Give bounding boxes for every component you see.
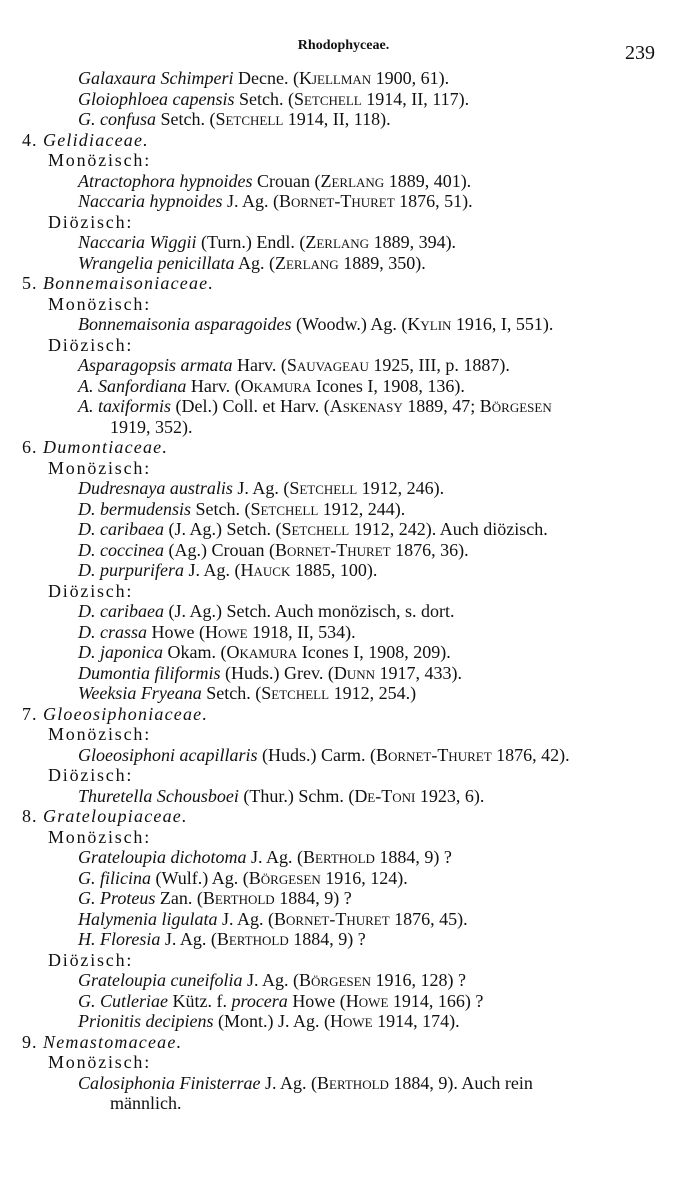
species-entry <box>0 171 687 192</box>
species-name: H. Floresia <box>78 929 161 949</box>
sex-group-label <box>0 950 687 971</box>
reference-author: Askenasy <box>329 396 403 416</box>
group-label: Monözisch: <box>48 1052 151 1072</box>
group-label: Monözisch: <box>48 826 151 847</box>
authority: (Huds.) Carm. ( <box>257 744 376 765</box>
reference-author: Hauck <box>240 560 291 580</box>
sex-group-label <box>0 724 687 745</box>
species-name: Bonnemaisonia asparagoides <box>78 314 292 334</box>
group-label: Diözisch: <box>48 949 134 970</box>
species-entry <box>0 663 687 684</box>
sex-group-label <box>0 458 687 479</box>
group-label: Monözisch: <box>48 293 151 314</box>
reference-detail: 1912, 242). Auch diözisch. <box>349 519 548 539</box>
species-name: Halymenia ligulata <box>78 908 218 929</box>
reference-detail: 1876, 51). <box>394 191 473 211</box>
reference-detail: 1925, III, p. 1887). <box>368 355 510 375</box>
reference-detail: 1914, 174). <box>372 1011 460 1031</box>
family-number: 4. <box>22 129 38 150</box>
species-entry <box>0 1011 687 1032</box>
species-entry <box>0 89 687 110</box>
authority: Setch. ( <box>156 109 216 129</box>
family-number: 9. <box>22 1031 38 1052</box>
authority: (Ag.) Crouan ( <box>163 539 275 560</box>
reference-detail: 1916, 128) ? <box>370 970 466 990</box>
reference-detail: 1912, 254.) <box>329 683 417 703</box>
species-name: A. Sanfordiana <box>78 375 187 396</box>
species-entry <box>0 868 687 889</box>
species-entry <box>0 642 687 663</box>
reference-detail: 1884, 9) ? <box>374 847 452 867</box>
reference-detail: 1884, 9) ? <box>288 929 366 949</box>
reference-detail: 1916, 124). <box>320 867 408 888</box>
family-number: 8. <box>22 806 38 826</box>
reference-author: Berthold <box>317 1072 389 1093</box>
species-name: G. Proteus <box>78 888 156 908</box>
authority: Ag. ( <box>234 252 275 273</box>
family-number: 7. <box>22 703 38 724</box>
authority: J. Ag. ( <box>246 847 304 867</box>
species-name: D. japonica <box>78 642 163 662</box>
species-entry <box>0 519 687 540</box>
family-heading <box>0 704 687 725</box>
sex-group-label <box>0 335 687 356</box>
reference-author: Bornet-Thuret <box>375 744 492 765</box>
reference-detail: Icones I, 1908, 136). <box>311 375 465 396</box>
page-number: 239 <box>625 42 655 64</box>
species-name: Naccaria hypnoides <box>78 191 223 211</box>
reference-author: Dunn <box>333 662 375 683</box>
reference-author: Okamura <box>226 642 298 662</box>
family-name: Dumontiaceae. <box>43 437 169 457</box>
species-name: D. coccinea <box>78 539 164 560</box>
authority: (Turn.) Endl. ( <box>196 232 306 252</box>
reference-detail: 1916, I, 551). <box>451 314 554 334</box>
reference-detail: 1885, 100). <box>290 560 378 580</box>
authority: J. Ag. ( <box>232 478 290 498</box>
species-name: Dudresnaya australis <box>78 478 233 498</box>
taxon-list <box>0 68 687 1114</box>
species-entry <box>0 478 687 499</box>
authority: J. Ag. ( <box>260 1072 318 1093</box>
species-name: G. filicina <box>78 867 151 888</box>
species-entry <box>0 991 687 1012</box>
reference-author: Setchell <box>215 109 284 129</box>
reference-author: Kylin <box>407 314 452 334</box>
family-heading <box>0 437 687 458</box>
reference-author: Kjellman <box>298 68 372 88</box>
authority: Okam. ( <box>163 642 227 662</box>
species-entry <box>0 683 687 704</box>
species-name: Atractophora hypnoides <box>78 170 253 191</box>
sex-group-label <box>0 581 687 602</box>
group-label: Monözisch: <box>48 150 151 170</box>
reference-detail: 1912, 246). <box>357 478 445 498</box>
species-entry <box>0 745 687 766</box>
sex-group-label <box>0 827 687 848</box>
species-name: G. confusa <box>78 109 156 129</box>
species-name: Dumontia filiformis <box>78 662 221 683</box>
family-number: 6. <box>22 437 38 457</box>
authority: (J. Ag.) Setch. ( <box>163 519 282 539</box>
running-head: Rhodophyceae. <box>297 38 390 53</box>
authority: Harv. ( <box>186 375 241 396</box>
species-name: Asparagopsis armata <box>78 355 233 375</box>
reference-detail: 1917, 433). <box>375 662 462 683</box>
authority: (Woodw.) Ag. ( <box>291 314 408 334</box>
reference-detail: 1884, 9) ? <box>274 888 352 908</box>
authority: (Wulf.) Ag. ( <box>151 867 249 888</box>
species-name: Naccaria Wiggii <box>78 232 197 252</box>
species-entry <box>0 232 687 253</box>
species-entry <box>0 560 687 581</box>
species-name: D. caribaea <box>78 601 164 621</box>
family-name: Gloeosiphoniaceae. <box>43 703 209 724</box>
family-name: Bonnemaisoniaceae. <box>43 273 215 293</box>
reference-author: Zerlang <box>305 232 370 252</box>
species-name: Galaxaura Schimperi <box>78 68 234 88</box>
reference-author: Setchell <box>261 683 330 703</box>
species-entry <box>0 191 687 212</box>
species-name: Gloeosiphoni acapillaris <box>78 744 258 765</box>
species-entry <box>0 376 687 397</box>
reference-author: Börgesen <box>248 867 321 888</box>
reference-author: Börgesen <box>299 970 371 990</box>
authority: J. Ag. ( <box>160 929 217 949</box>
entry-continuation <box>0 417 687 438</box>
reference-detail: 1914, II, 118). <box>283 109 391 129</box>
family-heading <box>0 130 687 151</box>
group-label: Monözisch: <box>48 457 151 478</box>
reference-detail: 1876, 42). <box>491 744 570 765</box>
species-name: Grateloupia dichotoma <box>78 847 247 867</box>
family-heading <box>0 273 687 294</box>
entry-continuation <box>0 1093 687 1114</box>
authority: Crouan ( <box>252 170 321 191</box>
reference-detail: 1914, 166) ? <box>388 990 484 1011</box>
group-label: Monözisch: <box>48 724 151 744</box>
sex-group-label <box>0 765 687 786</box>
reference-detail: 1900, 61). <box>371 68 450 88</box>
family-heading <box>0 1032 687 1053</box>
authority: Howe ( <box>147 621 205 642</box>
species-name: A. taxiformis <box>78 396 171 416</box>
authority: (J. Ag.) Setch. Auch monözisch, s. dort. <box>163 601 455 621</box>
reference-detail: 1876, 45). <box>389 908 468 929</box>
reference-author: Zerlang <box>274 252 339 273</box>
continuation-text: 1919, 352). <box>110 416 193 437</box>
authority: Harv. ( <box>232 355 287 375</box>
sex-group-label <box>0 1052 687 1073</box>
species-name: D. crassa <box>78 621 148 642</box>
authority: J. Ag. ( <box>222 191 279 211</box>
authority: Setch. ( <box>234 88 294 109</box>
reference-detail: 1923, 6). <box>415 785 485 806</box>
species-name: G. Cutleriae <box>78 990 168 1011</box>
species-entry <box>0 540 687 561</box>
reference-author: De-Toni <box>354 785 416 806</box>
species-name: Gloiophloea capensis <box>78 88 235 109</box>
reference-detail: 1912, 244). <box>318 498 406 519</box>
reference-author: Howe <box>329 1011 373 1031</box>
species-name: D. caribaea <box>78 519 164 539</box>
species-entry <box>0 1073 687 1094</box>
group-label: Diözisch: <box>48 334 134 355</box>
reference-detail: 1876, 36). <box>390 539 469 560</box>
authority: J. Ag. ( <box>242 970 299 990</box>
family-number: 5. <box>22 273 38 293</box>
reference-detail: 1889, 394). <box>369 232 457 252</box>
authority: Decne. ( <box>233 68 299 88</box>
reference-author: Berthold <box>216 929 289 949</box>
sex-group-label <box>0 150 687 171</box>
authority: Setch. ( <box>191 498 251 519</box>
reference-author: Okamura <box>240 375 312 396</box>
authority: (Thur.) Schm. ( <box>238 785 355 806</box>
continuation-text: männlich. <box>110 1093 182 1113</box>
authority: (Del.) Coll. et Harv. ( <box>171 396 330 416</box>
reference-author: Howe <box>205 621 248 642</box>
species-entry <box>0 970 687 991</box>
authority: Setch. ( <box>201 683 262 703</box>
reference-author: Bornet-Thuret <box>274 908 390 929</box>
sex-group-label <box>0 212 687 233</box>
reference-detail: 1889, 350). <box>338 252 426 273</box>
species-name: D. bermudensis <box>78 498 191 519</box>
species-entry <box>0 109 687 130</box>
reference-author-2: Börgesen <box>479 396 552 416</box>
species-entry <box>0 601 687 622</box>
family-name: Nemastomaceae. <box>43 1031 183 1052</box>
reference-author: Setchell <box>289 478 358 498</box>
authority-2: Howe ( <box>287 990 346 1011</box>
species-entry <box>0 909 687 930</box>
reference-detail: 1889, 401). <box>384 170 472 191</box>
species-name: D. purpurifera <box>78 560 185 580</box>
reference-author: Berthold <box>303 847 375 867</box>
authority: J. Ag. ( <box>184 560 241 580</box>
reference-author: Bornet-Thuret <box>279 191 395 211</box>
reference-author: Setchell <box>293 88 362 109</box>
authority: Kütz. f. <box>168 990 232 1011</box>
reference-detail: 1884, 9). Auch rein <box>388 1072 533 1093</box>
reference-author: Bornet-Thuret <box>274 539 391 560</box>
reference-author: Setchell <box>250 498 319 519</box>
species-entry <box>0 888 687 909</box>
reference-author: Howe <box>345 990 389 1011</box>
reference-author: Zerlang <box>320 170 385 191</box>
reference-detail: 1914, II, 117). <box>361 88 470 109</box>
species-name: Calosiphonia Finisterrae <box>78 1072 261 1093</box>
species-entry <box>0 355 687 376</box>
species-name: Thuretella Schousboei <box>78 785 239 806</box>
authority: (Huds.) Grev. ( <box>220 662 334 683</box>
family-heading <box>0 806 687 827</box>
species-entry <box>0 847 687 868</box>
reference-author: Sauvageau <box>286 355 369 375</box>
species-entry <box>0 786 687 807</box>
authority: J. Ag. ( <box>217 908 274 929</box>
reference-author: Berthold <box>202 888 275 908</box>
form-name: procera <box>231 990 288 1011</box>
reference-detail: 1889, 47; <box>402 396 480 416</box>
sex-group-label <box>0 294 687 315</box>
family-name: Gelidiaceae. <box>43 129 149 150</box>
species-entry <box>0 499 687 520</box>
reference-detail: 1918, II, 534). <box>247 621 356 642</box>
group-label: Diözisch: <box>48 580 134 601</box>
species-name: Weeksia Fryeana <box>78 683 202 703</box>
species-entry <box>0 314 687 335</box>
species-entry <box>0 68 687 89</box>
family-name: Grateloupiaceae. <box>43 806 188 826</box>
species-name: Grateloupia cuneifolia <box>78 970 243 990</box>
group-label: Diözisch: <box>48 765 134 785</box>
species-entry <box>0 253 687 274</box>
species-name: Prionitis decipiens <box>78 1011 214 1031</box>
species-name: Wrangelia penicillata <box>78 252 235 273</box>
group-label: Diözisch: <box>48 211 134 232</box>
species-entry <box>0 396 687 417</box>
authority: (Mont.) J. Ag. ( <box>213 1011 330 1031</box>
authority: Zan. ( <box>155 888 203 908</box>
reference-detail: Icones I, 1908, 209). <box>297 642 451 662</box>
species-entry <box>0 929 687 950</box>
reference-author: Setchell <box>281 519 350 539</box>
species-entry <box>0 622 687 643</box>
